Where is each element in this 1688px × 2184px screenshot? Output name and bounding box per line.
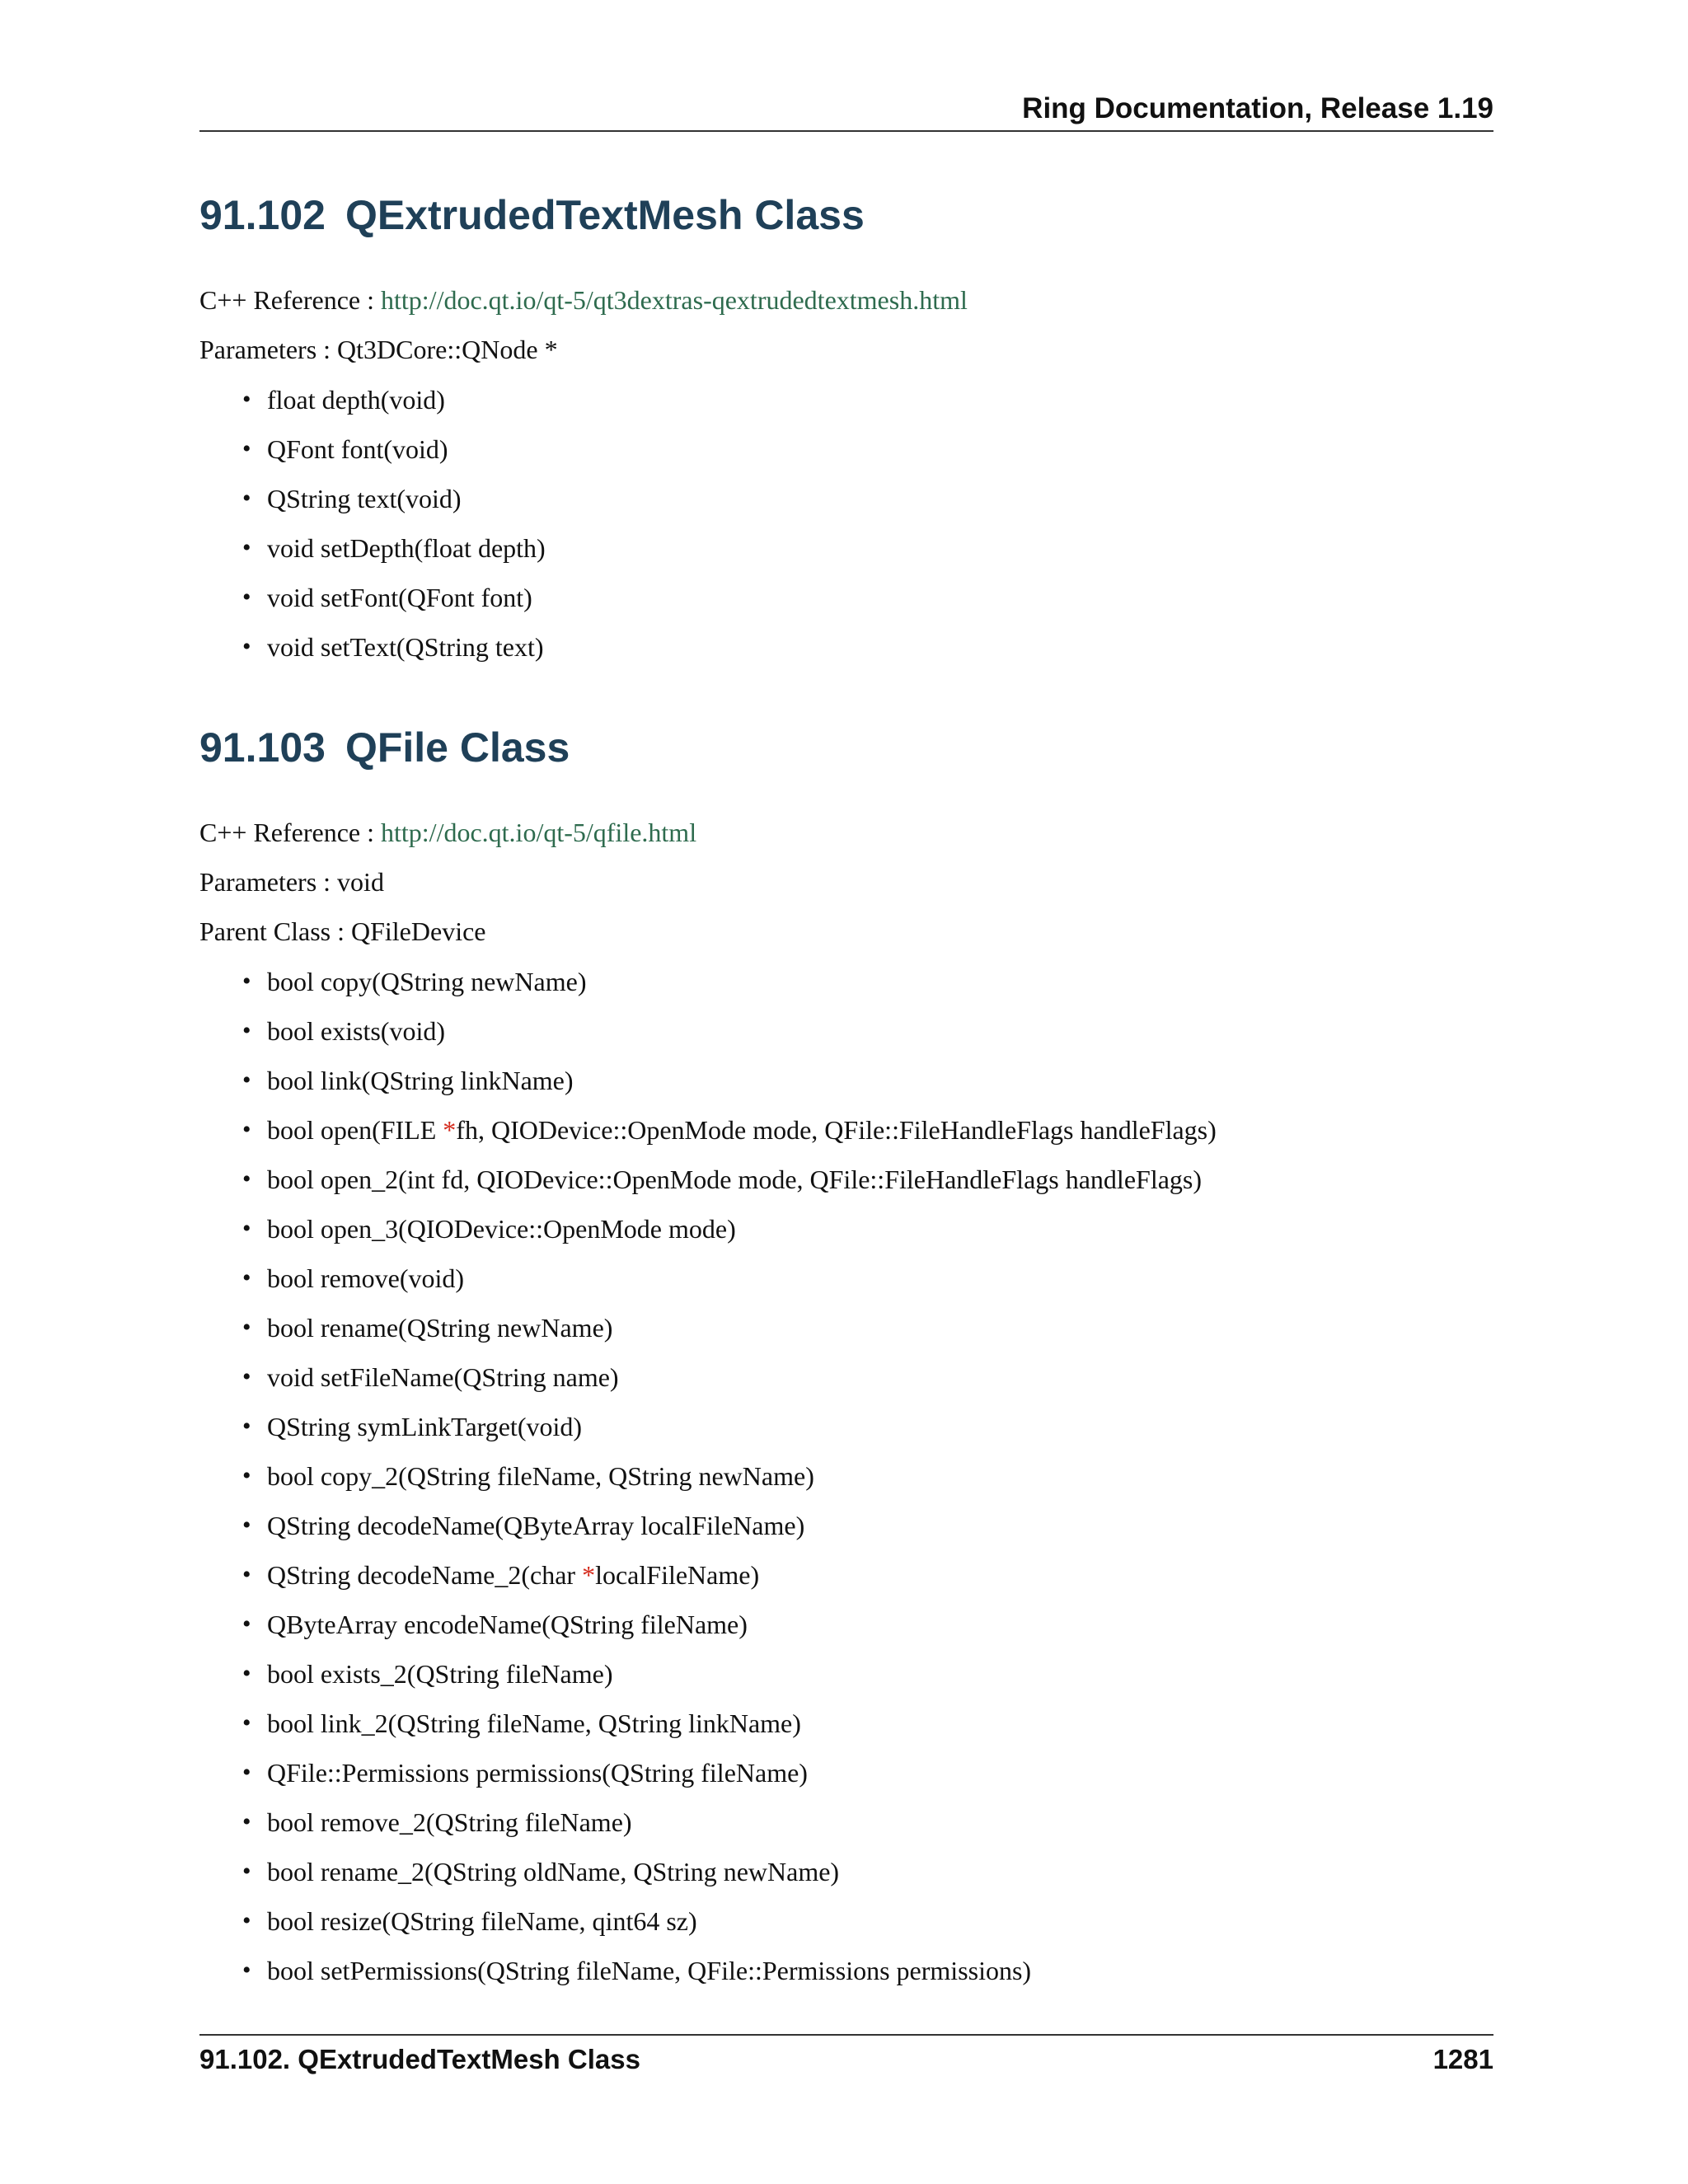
bullet-icon: • (242, 1363, 251, 1390)
method-signature: bool rename_2(QString oldName, QString newName) (267, 1857, 840, 1886)
footer-section-title: 91.102. QExtrudedTextMesh Class (199, 2044, 640, 2074)
list-item (242, 966, 1217, 1015)
method-signature: bool rename(QString newName) (267, 1313, 613, 1343)
list-item (242, 631, 546, 681)
method-signature: QFont font(void) (267, 434, 448, 464)
method-signature: bool exists(void) (267, 1016, 445, 1046)
method-signature: bool copy_2(QString fileName, QString newName) (267, 1461, 814, 1491)
reference-link[interactable]: http://doc.qt.io/qt-5/qt3dextras-qextrudedtextmesh.html (381, 285, 968, 315)
page-header (199, 89, 1493, 132)
parent-class-label: Parent Class : (199, 916, 351, 946)
method-signature: bool open_3(QIODevice::OpenMode mode) (267, 1214, 736, 1244)
bullet-icon: • (242, 1116, 251, 1143)
bullet-icon: • (242, 534, 251, 561)
reference-link[interactable]: http://doc.qt.io/qt-5/qfile.html (381, 818, 697, 847)
parameters-label: Parameters : (199, 867, 338, 897)
method-signature: float depth(void) (267, 385, 445, 415)
method-signature: bool exists_2(QString fileName) (267, 1659, 613, 1689)
section-heading-qfile (199, 724, 570, 771)
parameters-value: void (337, 867, 384, 897)
list-item (242, 1807, 1217, 1856)
method-signature: bool open_2(int fd, QIODevice::OpenMode mode, QFile::FileHandleFlags handleFlags) (267, 1165, 1203, 1194)
list-item (242, 1114, 1217, 1164)
method-signature: bool setPermissions(QString fileName, QFile::Permissions permissions) (267, 1956, 1032, 1985)
method-list-qextrudedtextmesh (242, 384, 546, 681)
list-item (242, 1757, 1217, 1807)
list-item (242, 434, 546, 483)
parent-class-line (199, 916, 485, 947)
bullet-icon: • (242, 583, 251, 611)
bullet-icon: • (242, 386, 251, 413)
parameters-label: Parameters : (199, 335, 338, 364)
list-item (242, 582, 546, 631)
list-item (242, 1559, 1217, 1609)
parent-class-value: QFileDevice (350, 916, 486, 946)
list-item (242, 1312, 1217, 1361)
method-signature: void setFont(QFont font) (267, 583, 532, 612)
list-item (242, 1609, 1217, 1658)
list-item (242, 1708, 1217, 1757)
section-number: 91.103 (199, 724, 326, 771)
bullet-icon: • (242, 1759, 251, 1786)
parameters-value: Qt3DCore::QNode * (337, 335, 558, 364)
page-footer (199, 2034, 1493, 2085)
document-title: Ring Documentation, Release 1.19 (1022, 92, 1493, 124)
method-signature: bool remove_2(QString fileName) (267, 1807, 632, 1837)
bullet-icon: • (242, 1511, 251, 1539)
list-item (242, 1164, 1217, 1213)
parameters-line (199, 867, 384, 898)
section-number: 91.102 (199, 192, 326, 238)
method-signature: void setDepth(float depth) (267, 533, 546, 563)
section-title-text: QFile Class (345, 724, 570, 771)
pointer-star: * (582, 1560, 596, 1590)
bullet-icon: • (242, 1413, 251, 1440)
reference-label: C++ Reference : (199, 818, 381, 847)
bullet-icon: • (242, 435, 251, 462)
bullet-icon: • (242, 1215, 251, 1242)
list-item (242, 1905, 1217, 1955)
bullet-icon: • (242, 1858, 251, 1885)
method-signature: void setText(QString text) (267, 632, 544, 662)
list-item (242, 483, 546, 532)
method-signature: QString decodeName(QByteArray localFileName) (267, 1511, 805, 1540)
bullet-icon: • (242, 1610, 251, 1638)
bullet-icon: • (242, 1907, 251, 1934)
list-item (242, 1510, 1217, 1559)
page-number: 1281 (1432, 2044, 1493, 2074)
bullet-icon: • (242, 968, 251, 995)
list-item (242, 384, 546, 434)
bullet-icon: • (242, 485, 251, 512)
bullet-icon: • (242, 1660, 251, 1687)
method-signature: void setFileName(QString name) (267, 1362, 619, 1392)
method-signature: bool open(FILE *fh, QIODevice::OpenMode mode, QFile::FileHandleFlags handleFlags) (267, 1115, 1217, 1145)
bullet-icon: • (242, 633, 251, 660)
list-item (242, 1263, 1217, 1312)
reference-label: C++ Reference : (199, 285, 381, 315)
method-signature: QString decodeName_2(char *localFileName) (267, 1560, 760, 1590)
method-signature: bool link(QString linkName) (267, 1066, 574, 1095)
list-item (242, 1213, 1217, 1263)
list-item (242, 1460, 1217, 1510)
section-title-text: QExtrudedTextMesh Class (345, 192, 865, 238)
method-signature: bool resize(QString fileName, qint64 sz) (267, 1906, 697, 1936)
method-signature: QByteArray encodeName(QString fileName) (267, 1610, 748, 1639)
list-item (242, 532, 546, 582)
method-signature: QString symLinkTarget(void) (267, 1412, 583, 1441)
method-signature: bool remove(void) (267, 1263, 465, 1293)
bullet-icon: • (242, 1462, 251, 1489)
bullet-icon: • (242, 1264, 251, 1291)
section-heading-qextrudedtextmesh (199, 191, 865, 239)
method-signature: QFile::Permissions permissions(QString fileName) (267, 1758, 808, 1788)
bullet-icon: • (242, 1017, 251, 1044)
cpp-reference-line (199, 818, 696, 848)
bullet-icon: • (242, 1066, 251, 1094)
method-signature: bool copy(QString newName) (267, 967, 587, 996)
list-item (242, 1065, 1217, 1114)
bullet-icon: • (242, 1314, 251, 1341)
method-signature: QString text(void) (267, 484, 462, 513)
list-item (242, 1856, 1217, 1905)
pointer-star: * (443, 1115, 457, 1145)
list-item (242, 1955, 1217, 2004)
list-item (242, 1411, 1217, 1460)
bullet-icon: • (242, 1808, 251, 1835)
cpp-reference-line (199, 285, 968, 316)
method-list-qfile (242, 966, 1217, 2004)
bullet-icon: • (242, 1957, 251, 1984)
list-item (242, 1015, 1217, 1065)
method-signature: bool link_2(QString fileName, QString linkName) (267, 1708, 801, 1738)
bullet-icon: • (242, 1561, 251, 1588)
list-item (242, 1361, 1217, 1411)
list-item (242, 1658, 1217, 1708)
bullet-icon: • (242, 1709, 251, 1736)
bullet-icon: • (242, 1165, 251, 1193)
parameters-line (199, 335, 558, 365)
